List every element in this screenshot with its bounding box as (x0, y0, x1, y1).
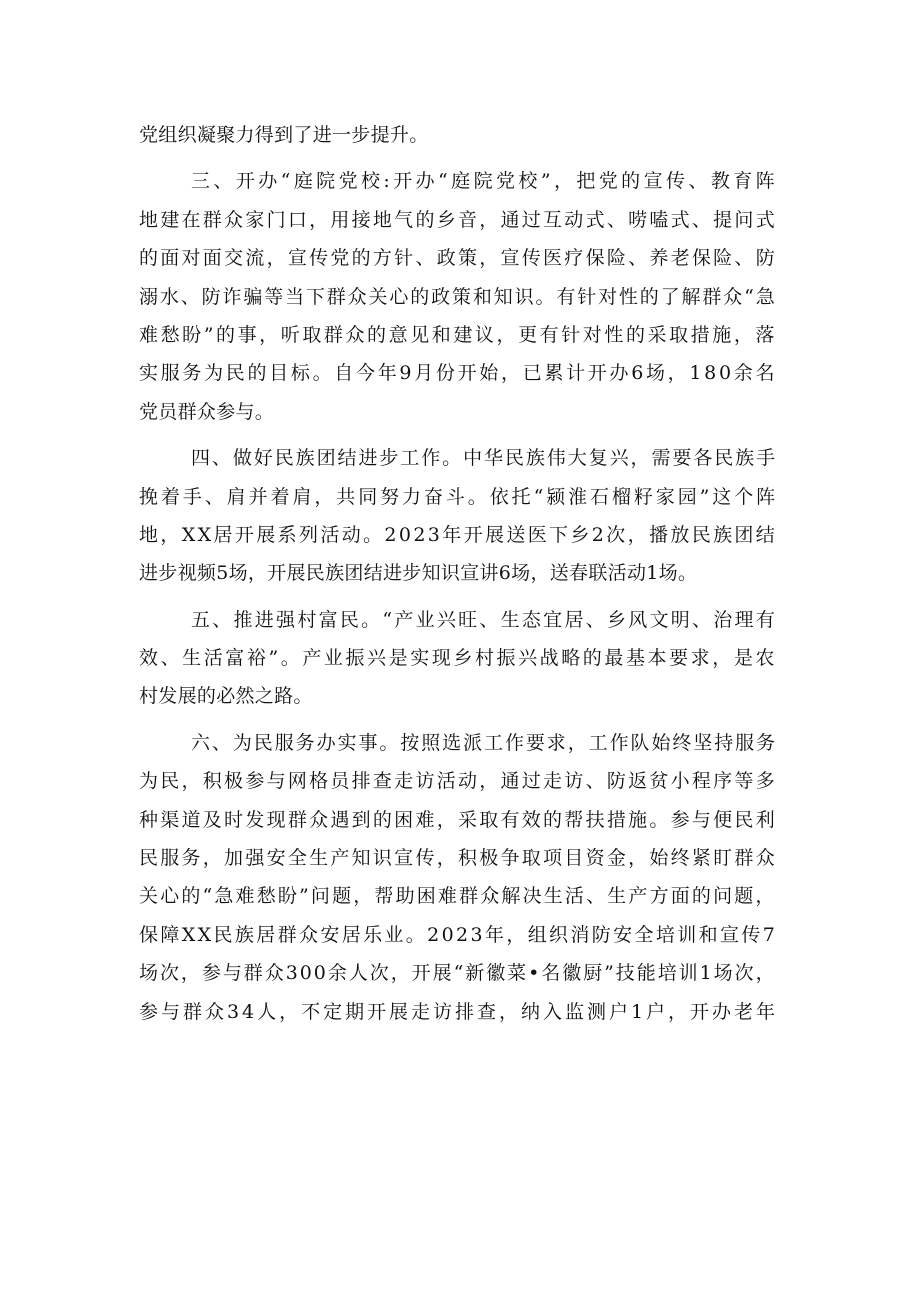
paragraph-1-continuation (139, 116, 775, 154)
paragraph-4-ethnic-unity (139, 439, 779, 593)
text-line: 民服务，加强安全生产知识宣传，积极争取项目资金，始终紧盯群众 (139, 847, 777, 870)
text-line: 关心的“急难愁盼”问题，帮助困难群众解决生活、生产方面的问题， (139, 885, 777, 908)
text-line: 四、做好民族团结进步工作。中华民族伟大复兴，需要各民族手 (191, 447, 778, 470)
text-line: 三、开办“庭院党校:开办“庭院党校”，把党的宣传、教育阵 (191, 170, 779, 193)
text-line: 保障XX民族居群众安居乐业。2023年，组织消防安全培训和宣传7 (139, 923, 778, 946)
text-line: 进步视频5场，开展民族团结进步知识宣讲6场，送春联活动1场。 (139, 562, 698, 585)
text-line: 溺水、防诈骗等当下群众关心的政策和知识。有针对性的了解群众“急 (139, 285, 777, 308)
text-line: 实服务为民的目标。自今年9月份开始，已累计开办6场，180余名 (139, 362, 778, 385)
text-line: 效、生活富裕”。产业振兴是实现乡村振兴战略的最基本要求，是农 (139, 647, 777, 670)
text-line: 五、推进强村富民。“产业兴旺、生态宜居、乡风文明、治理有 (191, 608, 778, 631)
text-line: 场次，参与群众300余人次，开展“新徽菜•名徽厨”技能培训1场次， (139, 962, 777, 985)
text-line: 地建在群众家门口，用接地气的乡音，通过互动式、唠嗑式、提问式 (139, 208, 777, 231)
text-line: 党员群众参与。 (139, 400, 275, 423)
text-line: 六、为民服务办实事。按照选派工作要求，工作队始终坚持服务 (191, 731, 778, 754)
text-line: 挽着手、肩并着肩，共同努力奋斗。依托“颍淮石榴籽家园”这个阵 (139, 485, 779, 508)
text-line: 党组织凝聚力得到了进一步提升。 (139, 124, 429, 146)
text-line: 种渠道及时发现群众遇到的困难，采取有效的帮扶措施。参与便民利 (139, 808, 777, 831)
text-line: 地，XX居开展系列活动。2023年开展送医下乡2次，播放民族团结 (139, 523, 778, 546)
text-line: 为民，积极参与网格员排查走访活动，通过走访、防返贫小程序等多 (139, 770, 777, 793)
text-line: 村发展的必然之路。 (139, 685, 313, 708)
paragraph-3-courtyard-party-school (139, 162, 779, 431)
text-line: 难愁盼”的事，听取群众的意见和建议，更有针对性的采取措施，落 (139, 323, 777, 346)
text-line: 参与群众34人，不定期开展走访排查，纳入监测户1户，开办老年 (139, 1000, 778, 1023)
text-line: 的面对面交流，宣传党的方针、政策，宣传医疗保险、养老保险、防 (139, 247, 777, 270)
paragraph-6-serving-the-people (139, 724, 778, 1031)
document-body (139, 116, 779, 1031)
paragraph-5-rural-revitalization (139, 601, 778, 716)
